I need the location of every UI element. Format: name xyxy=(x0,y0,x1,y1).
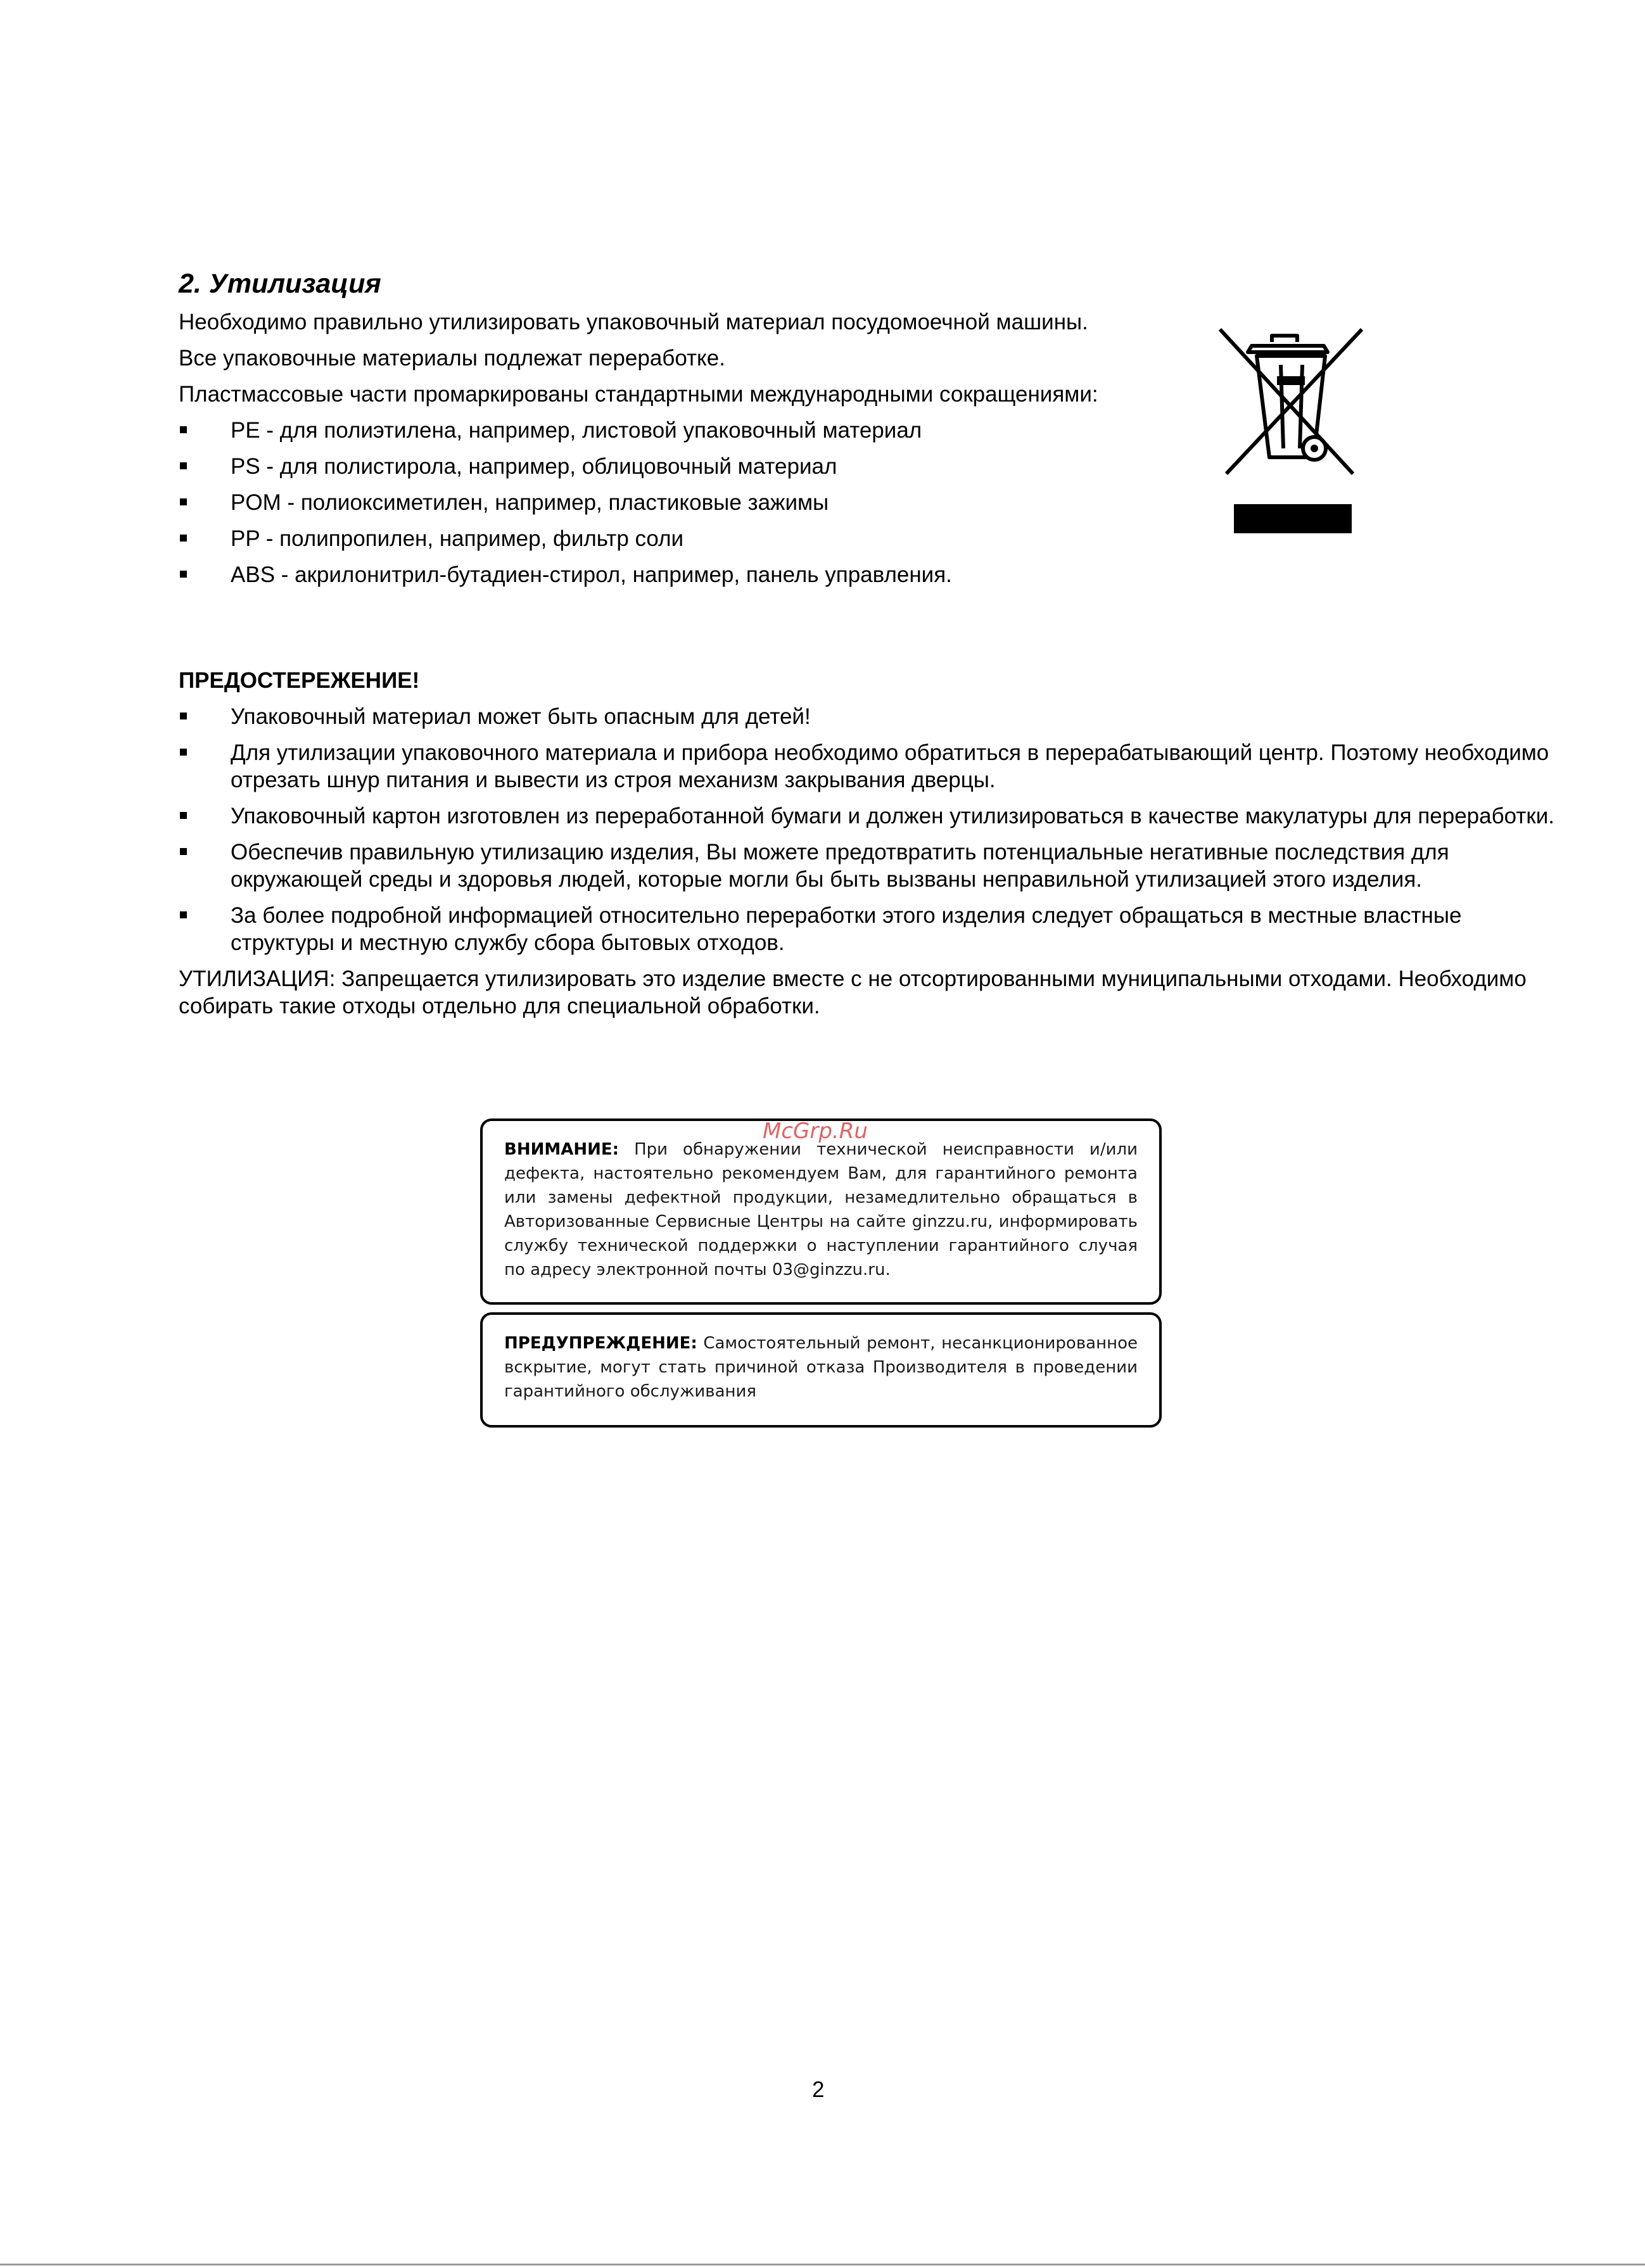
list-item xyxy=(179,802,1559,830)
intro-paragraph-1: Необходимо правильно утилизировать упаковочный материал посудомоечной машины. xyxy=(179,310,1088,334)
bullet-icon xyxy=(180,911,187,918)
list-item xyxy=(179,417,1167,444)
section-title: 2. Утилизация xyxy=(179,269,381,299)
warning-heading: ПРЕДОСТЕРЕЖЕНИЕ! xyxy=(179,668,420,693)
list-item-text: ABS - акрилонитрил-бутадиен-стирол, например, панель управления. xyxy=(231,562,952,587)
recycling-section xyxy=(179,308,1167,597)
warning-list xyxy=(179,703,1559,956)
disposal-note: УТИЛИЗАЦИЯ: Запрещается утилизировать это изделие вместе с не отсортированными муниципальными отходами. Необходимо собирать такие отходы отдельно для специальной обработки. xyxy=(179,966,1527,1018)
list-item-text: Обеспечив правильную утилизацию изделия, Вы можете предотвратить потенциальные негативные последствия для окружающей среды и здоровья людей, которые могли бы быть вызваны неправильной утилизацией этого изделия. xyxy=(231,840,1449,892)
bullet-icon xyxy=(180,462,187,469)
list-item xyxy=(179,839,1559,893)
bullet-icon xyxy=(180,498,187,505)
attention-text: При обнаружении технической неисправности и/или дефекта, настоятельно рекомендуем Вам, для гарантийного ремонта или замены дефектной продукции, незамедлительно обращаться в Авторизованные Сервисные Центры на сайте ginzzu.ru, информировать службу технической поддержки о наступлении гарантийного случая по адресу электронной почты 03@ginzzu.ru. xyxy=(504,1140,1138,1279)
bullet-icon xyxy=(180,848,187,855)
list-item-text: PE - для полиэтилена, например, листовой упаковочный материал xyxy=(231,418,922,443)
list-item xyxy=(179,561,1167,588)
bullet-icon xyxy=(180,749,187,756)
list-item-text: PP - полипропилен, например, фильтр соли xyxy=(231,526,684,551)
list-item-text: PS - для полистирола, например, облицовочный материал xyxy=(231,454,837,479)
watermark: McGrp.Ru xyxy=(763,1118,868,1144)
warning-notice-label: ПРЕДУПРЕЖДЕНИЕ: xyxy=(504,1334,697,1353)
list-item xyxy=(179,739,1559,794)
attention-label: ВНИМАНИЕ: xyxy=(504,1140,619,1159)
attention-notice-box xyxy=(480,1118,1162,1305)
warning-notice-box xyxy=(480,1312,1162,1428)
plastics-list xyxy=(179,417,1167,588)
list-item-text: За более подробной информацией относительно переработки этого изделия следует обращаться в местные властные структуры и местную службу сбора бытовых отходов. xyxy=(231,903,1462,955)
crossed-out-wheelie-bin-icon xyxy=(1215,324,1367,535)
list-item-text: POM - полиоксиметилен, например, пластиковые зажимы xyxy=(231,490,829,515)
list-item xyxy=(179,489,1167,516)
intro-paragraph-2: Все упаковочные материалы подлежат переработке. xyxy=(179,346,725,371)
bullet-icon xyxy=(180,426,187,433)
page-bottom-divider xyxy=(0,2264,1645,2265)
bullet-icon xyxy=(180,713,187,719)
list-item-text: Упаковочный картон изготовлен из переработанной бумаги и должен утилизироваться в качестве макулатуры для переработки. xyxy=(231,804,1554,828)
list-item-text: Упаковочный материал может быть опасным для детей! xyxy=(231,704,811,729)
list-item xyxy=(179,525,1167,552)
bullet-icon xyxy=(180,535,187,542)
list-item xyxy=(179,902,1559,956)
bullet-icon xyxy=(180,812,187,819)
list-item xyxy=(179,453,1167,480)
list-item xyxy=(179,703,1559,730)
bullet-icon xyxy=(180,571,187,578)
page-number: 2 xyxy=(812,2077,825,2102)
intro-paragraph-3: Пластмассовые части промаркированы стандартными международными сокращениями: xyxy=(179,382,1098,407)
warning-notice-text: Самостоятельный ремонт, несанкционированное вскрытие, могут стать причиной отказа Производителя в проведении гарантийного обслуживания xyxy=(504,1334,1138,1401)
warning-section xyxy=(179,667,1559,1020)
list-item-text: Для утилизации упаковочного материала и прибора необходимо обратиться в перерабатывающий центр. Поэтому необходимо отрезать шнур питания и вывести из строя механизм закрывания дверцы. xyxy=(231,740,1549,792)
